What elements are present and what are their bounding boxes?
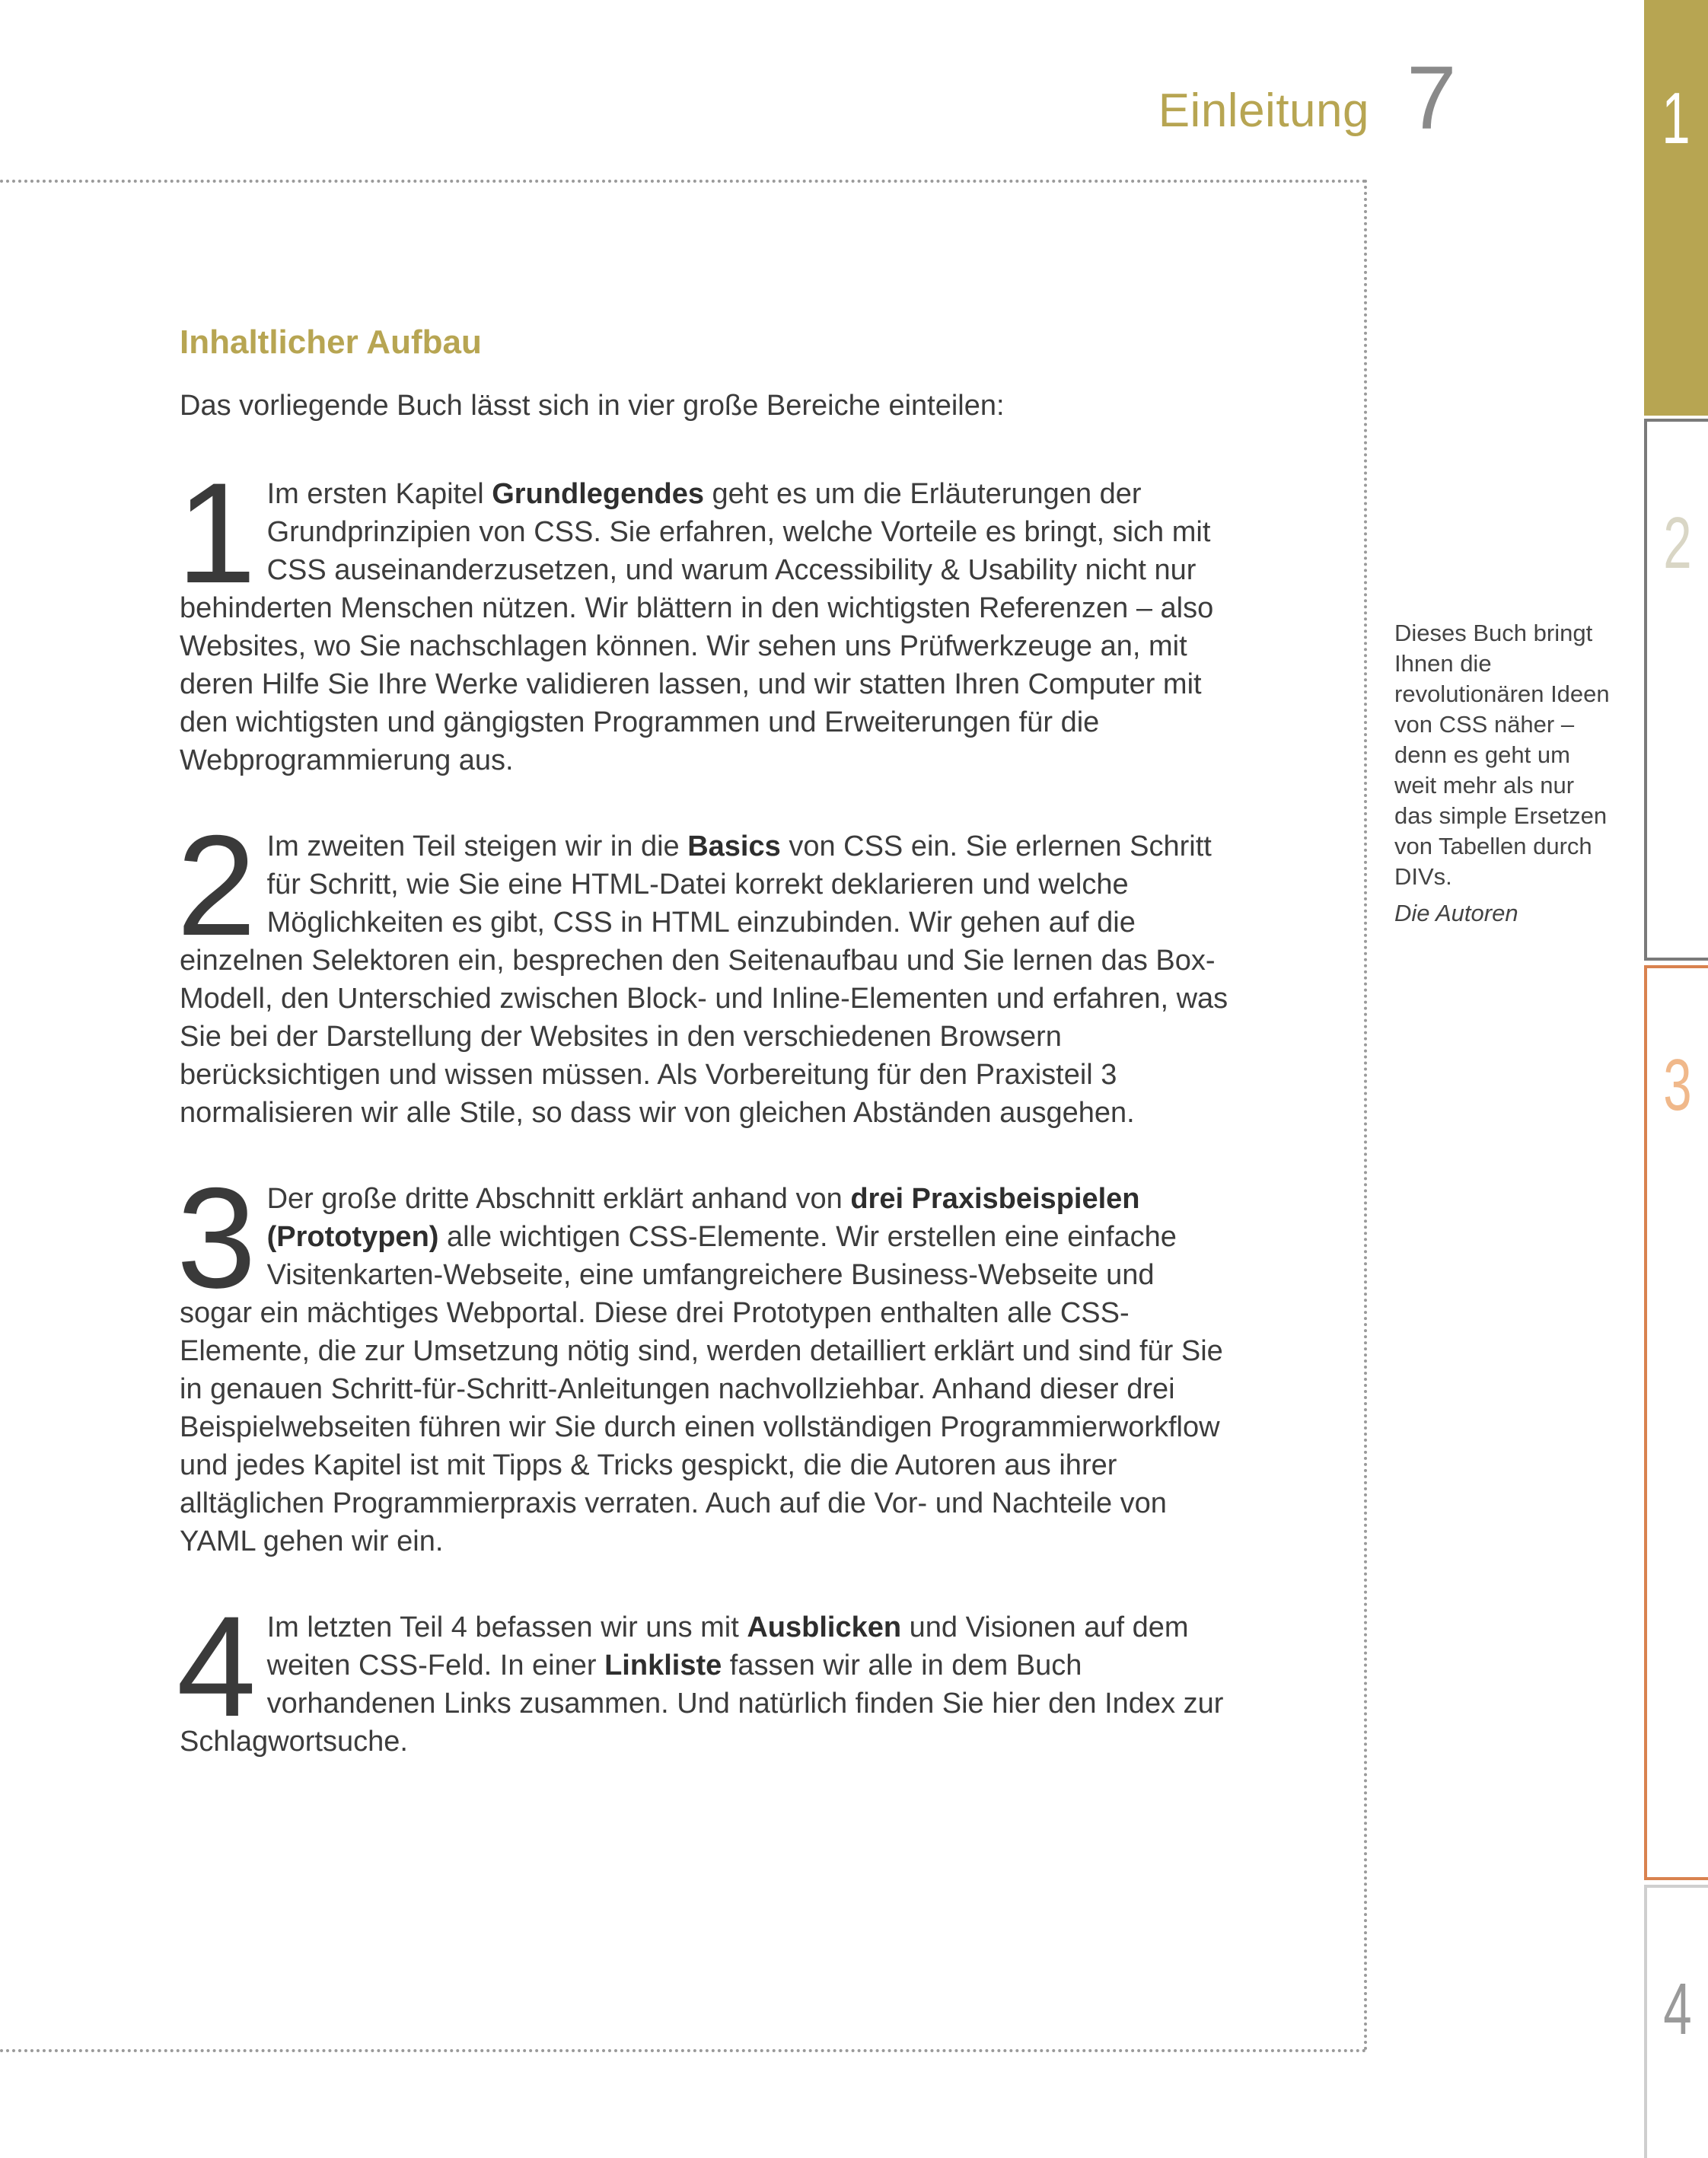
margin-quote-attribution: Die Autoren (1394, 900, 1518, 926)
chapter-tab-1[interactable] (1644, 0, 1708, 416)
chapter-tab-3[interactable] (1644, 965, 1708, 1880)
part-paragraph-1 (177, 453, 1230, 779)
part-4-text-mid: und Visionen auf dem weiten CSS-Feld. In einer (266, 1611, 1189, 1681)
part-paragraph-3 (177, 1158, 1230, 1560)
chapter-tab-3-label: 3 (1663, 1044, 1692, 1126)
part-4-bold: Ausblicken (747, 1611, 902, 1643)
chapter-tab-4[interactable] (1644, 1885, 1708, 2158)
part-paragraph-4 (177, 1586, 1230, 1761)
part-1-text-before: Im ersten Kapitel (266, 478, 492, 510)
margin-quote-text: Dieses Buch bringt Ihnen die revolutionären Ideen von CSS näher – denn es geht um weit mehr als nur das simple Ersetzen von Tabellen durch DIVs. (1394, 620, 1610, 890)
margin-quote (1394, 618, 1615, 929)
dropcap-4: 4 (177, 1586, 257, 1746)
part-4-text-before: Im letzten Teil 4 befassen wir uns mit (266, 1611, 747, 1643)
part-2-text-before: Im zweiten Teil steigen wir in die (266, 830, 688, 862)
chapter-tab-1-label: 1 (1662, 78, 1690, 159)
dropcap-1: 1 (177, 453, 257, 613)
dropcap-3: 3 (177, 1158, 257, 1318)
page-number: 7 (1407, 48, 1457, 148)
chapter-title: Einleitung (1158, 84, 1369, 137)
part-2-bold: Basics (687, 830, 781, 862)
chapter-tab-4-label: 4 (1663, 1968, 1692, 2050)
part-3-bold: drei Praxisbeispielen (Prototypen) (266, 1183, 1140, 1253)
main-content (177, 320, 1230, 1761)
part-paragraph-2 (177, 805, 1230, 1132)
section-heading: Inhaltlicher Aufbau (180, 324, 482, 361)
part-4-bold-2: Linkliste (604, 1650, 722, 1681)
part-3-text-before: Der große dritte Abschnitt erklärt anhand von (266, 1183, 851, 1215)
dropcap-2: 2 (177, 805, 257, 965)
part-1-bold: Grundlegendes (492, 478, 704, 510)
part-3-text-after: alle wichtigen CSS-Elemente. Wir erstellen eine einfache Visitenkarten-Webseite, eine umfangreichere Business-Webseite und sogar ein mächtiges Webportal. Diese drei Prototypen enthalten alle CSS-Elemente, die zur Umsetzung nötig sind, werden detailliert erklärt und sind für Sie in genauen Schritt-für-Schritt-Anleitungen nachvollziehbar. Anhand dieser drei Beispielwebseiten führen wir Sie durch einen vollständigen Programmierworkflow und jedes Kapitel ist mit Tipps & Tricks gespickt, die die Autoren aus ihrer alltäglichen Programmierpraxis verraten. Auch auf die Vor- und Nachteile von YAML gehen wir ein. (180, 1221, 1223, 1557)
section-intro: Das vorliegende Buch lässt sich in vier große Bereiche einteilen: (180, 390, 1005, 422)
part-4-text-after: fassen wir alle in dem Buch vorhandenen Links zusammen. Und natürlich finden Sie hier den Index zur Schlagwortsuche. (180, 1650, 1224, 1758)
chapter-tab-2-label: 2 (1663, 502, 1692, 584)
part-2-text-after: von CSS ein. Sie erlernen Schritt für Schritt, wie Sie eine HTML-Datei korrekt deklarieren und welche Möglichkeiten es gibt, CSS in HTML einzubinden. Wir gehen auf die einzelnen Selektoren ein, besprechen den Seitenaufbau und Sie lernen das Box-Modell, den Unterschied zwischen Block- und Inline-Elementen und erfahren, was Sie bei der Darstellung der Websites in den verschiedenen Browsern berücksichtigen und wissen müssen. Als Vorbereitung für den Praxisteil 3 normalisieren wir alle Stile, so dass wir von gleichen Abständen ausgehen. (180, 830, 1228, 1129)
chapter-tab-2[interactable] (1644, 419, 1708, 961)
part-1-text-after: geht es um die Erläuterungen der Grundprinzipien von CSS. Sie erfahren, welche Vorteile es bringt, sich mit CSS auseinanderzusetzen, und warum Accessibility & Usability nicht nur behinderten Menschen nützen. Wir blättern in den wichtigsten Referenzen – also Websites, wo Sie nachschlagen können. Wir sehen uns Prüfwerkzeuge an, mit deren Hilfe Sie Ihre Werke validieren lassen, und wir statten Ihren Computer mit den wichtigsten und gängigsten Programmen und Erweiterungen für die Webprogrammierung aus. (180, 478, 1214, 776)
